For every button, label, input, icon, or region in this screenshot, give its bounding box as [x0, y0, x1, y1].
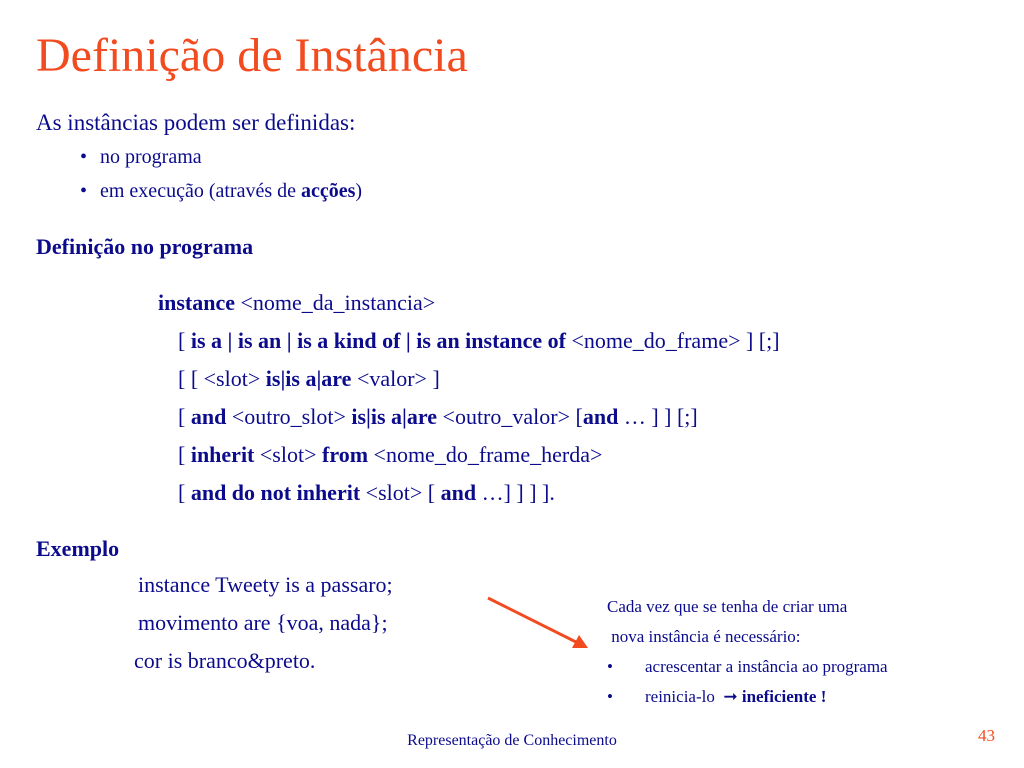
syntax-line: [ [ <slot> is|is a|are <valor> ] [178, 366, 440, 391]
footer-text: Representação de Conhecimento [407, 732, 617, 749]
syntax-line: [ and do not inherit <slot> [ and …] ] ] ]. [178, 480, 555, 505]
bullet-item [80, 180, 362, 203]
bullet-icon: • [607, 687, 613, 706]
page-number: 43 [978, 726, 995, 745]
bullet-item [80, 146, 202, 169]
note-bullet [607, 688, 826, 705]
syntax-line: instance <nome_da_instancia> [158, 290, 436, 315]
note-bullet-label: reinicia-lo ➞ ineficiente ! [645, 687, 827, 706]
syntax-line: [ inherit <slot> from <nome_do_frame_herda> [178, 442, 603, 467]
arrow-icon [480, 590, 600, 660]
bullet-icon: • [80, 146, 88, 168]
note-bullet [607, 658, 888, 675]
section-heading-definition: Definição no programa [36, 234, 254, 259]
example-line: movimento are {voa, nada}; [138, 610, 388, 635]
bullet-icon: • [80, 180, 88, 202]
note-line: nova instância é necessário: [607, 627, 801, 646]
right-arrow-icon: ➞ [723, 687, 738, 706]
syntax-line: [ and <outro_slot> is|is a|are <outro_valor> [and … ] ] [;] [178, 404, 698, 429]
slide-title: Definição de Instância [36, 29, 468, 82]
example-line: instance Tweety is a passaro; [138, 572, 393, 597]
bullet-icon: • [607, 657, 613, 676]
syntax-line: [ is a | is an | is a kind of | is an instance of <nome_do_frame> ] [;] [178, 328, 780, 353]
bullet-label: no programa [100, 146, 202, 168]
note-bullet-label: acrescentar a instância ao programa [645, 657, 888, 676]
note-line: Cada vez que se tenha de criar uma [607, 597, 848, 616]
example-line: cor is branco&preto. [134, 648, 316, 673]
bullet-label: em execução (através de acções) [100, 180, 363, 202]
section-heading-example: Exemplo [36, 536, 120, 561]
intro-text: As instâncias podem ser definidas: [36, 110, 356, 135]
